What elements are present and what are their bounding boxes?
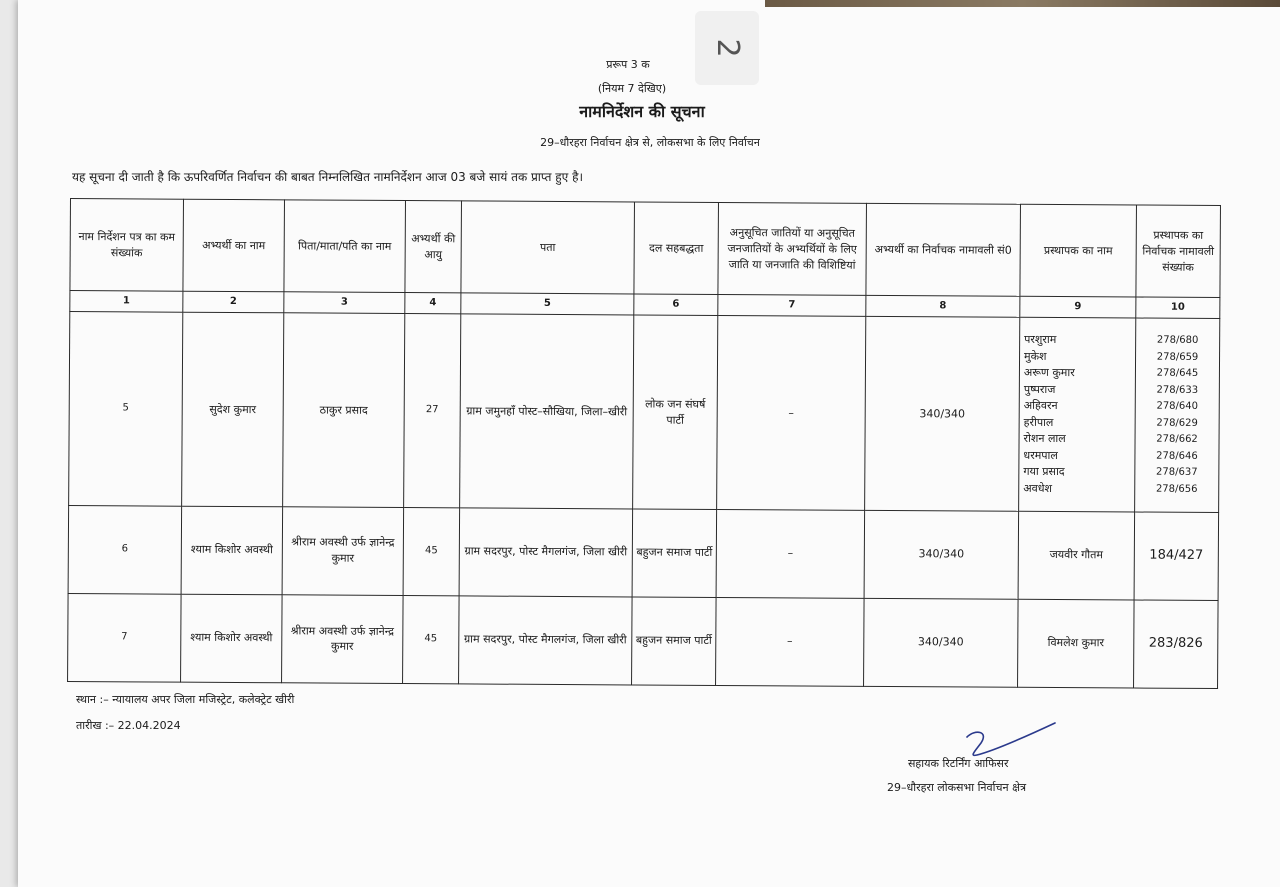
cell-party: बहुजन समाज पार्टी — [632, 509, 717, 598]
proposer-roll: 278/629 — [1156, 417, 1198, 429]
header-candidate-name: अभ्यर्थी का नाम — [183, 199, 285, 292]
cell-proposer-roll: 283/826 — [1134, 600, 1219, 689]
document-subtitle: 29–धौरहरा निर्वाचन क्षेत्र से, लोकसभा के लिए निर्वाचन — [540, 136, 760, 149]
cell-serial: 7 — [68, 593, 182, 682]
cell-roll-number: 340/340 — [865, 317, 1020, 511]
header-party: दल सहबद्धता — [634, 202, 719, 295]
proposer-roll: 278/637 — [1156, 466, 1198, 478]
table-row — [68, 505, 1219, 600]
cell-relative-name: श्रीराम अवस्थी उर्फ ज्ञानेन्द्र कुमार — [282, 595, 404, 684]
table-row — [68, 593, 1219, 688]
header-serial: नाम निर्देशन पत्र का कम संख्यांक — [70, 199, 184, 292]
date-line: तारीख :– 22.04.2024 — [76, 719, 181, 732]
cell-candidate-name: श्याम किशोर अवस्थी — [181, 506, 283, 595]
header-roll-number: अभ्यर्थी का निर्वाचक नामावली सं0 — [866, 203, 1021, 296]
proposer-name: रोशन लाल — [1023, 431, 1066, 446]
header-relative-name: पिता/माता/पति का नाम — [284, 200, 406, 293]
cell-serial: 6 — [68, 505, 182, 594]
proposer-roll: 278/640 — [1156, 400, 1199, 412]
column-number: 10 — [1136, 297, 1220, 319]
form-label: प्ररूप 3 क — [606, 58, 650, 71]
proposer-roll: 278/645 — [1156, 367, 1199, 379]
intro-text: यह सूचना दी जाती है कि ऊपरिवर्णित निर्वाचन की बाबत निम्नलिखित नामनिर्देशन आज 03 बजे सायं तक प्राप्त हुए है। — [72, 170, 584, 184]
header-proposer-name: प्रस्थापक का नाम — [1020, 204, 1137, 297]
proposer-name: अरूण कुमार — [1023, 365, 1075, 380]
cell-candidate-name: सुदेश कुमार — [182, 313, 284, 507]
cell-address: ग्राम जमुनहाँ पोस्ट–सौखिया, जिला–खीरी — [460, 314, 634, 508]
background-edge — [765, 0, 1280, 7]
cell-roll-number: 340/340 — [864, 598, 1019, 687]
cell-address: ग्राम सदरपुर, पोस्ट मैगलगंज, जिला खीरी — [459, 508, 633, 597]
column-number: 6 — [634, 294, 718, 316]
cell-address: ग्राम सदरपुर, पोस्ट मैगलगंज, जिला खीरी — [459, 596, 633, 685]
proposer-roll: 278/662 — [1156, 433, 1198, 445]
cell-proposer-name: जयवीर गौतम — [1018, 511, 1135, 600]
cell-serial: 5 — [69, 312, 183, 506]
proposer-roll: 278/680 — [1156, 334, 1199, 346]
cell-roll-number: 340/340 — [864, 510, 1019, 599]
document-title: नामनिर्देशन की सूचना — [579, 102, 705, 121]
cell-proposer-roll-list — [1135, 318, 1220, 512]
column-number: 9 — [1020, 296, 1136, 318]
constituency-line: 29–धौरहरा लोकसभा निर्वाचन क्षेत्र — [887, 781, 1027, 794]
cell-proposer-name: विमलेश कुमार — [1018, 599, 1135, 688]
proposer-name: गया प्रसाद — [1023, 464, 1065, 479]
proposer-roll: 278/646 — [1156, 450, 1198, 462]
proposer-roll: 278/659 — [1156, 351, 1199, 363]
column-number: 8 — [866, 296, 1020, 318]
column-number: 1 — [70, 291, 183, 313]
table-row — [69, 312, 1220, 512]
proposer-name: अवधेश — [1023, 481, 1053, 495]
cell-party: बहुजन समाज पार्टी — [632, 597, 717, 686]
cell-caste: – — [716, 597, 865, 686]
column-number: 5 — [461, 293, 634, 315]
header-proposer-roll: प्रस्थापक का निर्वाचक नामावली संख्यांक — [1136, 205, 1221, 298]
proposer-roll: 278/633 — [1156, 384, 1199, 396]
cell-caste: – — [716, 509, 865, 598]
cell-proposer-roll: 184/427 — [1134, 512, 1219, 601]
cell-party: लोक जन संघर्ष पार्टी — [633, 315, 718, 509]
proposer-roll: 278/656 — [1155, 483, 1198, 495]
proposer-name: धरमपाल — [1023, 448, 1058, 462]
column-number: 2 — [183, 291, 284, 313]
header-age: अभ्यर्थी की आयु — [405, 201, 462, 293]
page-number: 2 — [695, 11, 759, 85]
cell-age: 27 — [404, 314, 461, 508]
header-caste: अनुसूचित जातियों या अनुसूचित जनजातियों के अभ्यर्थियों के लिए जाति या जनजाति की विशिष्टियां — [718, 202, 867, 295]
cell-age: 45 — [403, 595, 460, 683]
column-number: 7 — [718, 295, 866, 317]
cell-relative-name: ठाकुर प्रसाद — [283, 313, 405, 507]
officer-designation: सहायक रिटर्निंग आफिसर — [908, 757, 1009, 770]
cell-candidate-name: श्याम किशोर अवस्थी — [181, 594, 283, 683]
cell-proposer-list — [1019, 318, 1136, 512]
column-number: 4 — [405, 293, 461, 315]
cell-relative-name: श्रीराम अवस्थी उर्फ ज्ञानेन्द्र कुमार — [282, 507, 404, 596]
nominations-table — [67, 198, 1221, 689]
proposer-name: पुष्पराज — [1023, 382, 1056, 396]
place-line: स्थान :– न्यायालय अपर जिला मजिस्ट्रेट, कलेक्ट्रेट खीरी — [76, 693, 295, 706]
proposer-name: परशुराम — [1024, 332, 1057, 347]
rule-label: (नियम 7 देखिए) — [597, 82, 667, 95]
proposer-name: मुकेश — [1024, 349, 1047, 363]
proposer-name: अहिवरन — [1023, 398, 1058, 413]
cell-caste: – — [717, 316, 866, 510]
header-address: पता — [461, 201, 635, 294]
cell-age: 45 — [403, 507, 460, 595]
column-number: 3 — [284, 292, 405, 314]
table-header-row — [70, 199, 1221, 298]
proposer-name: हरीपाल — [1023, 415, 1054, 429]
